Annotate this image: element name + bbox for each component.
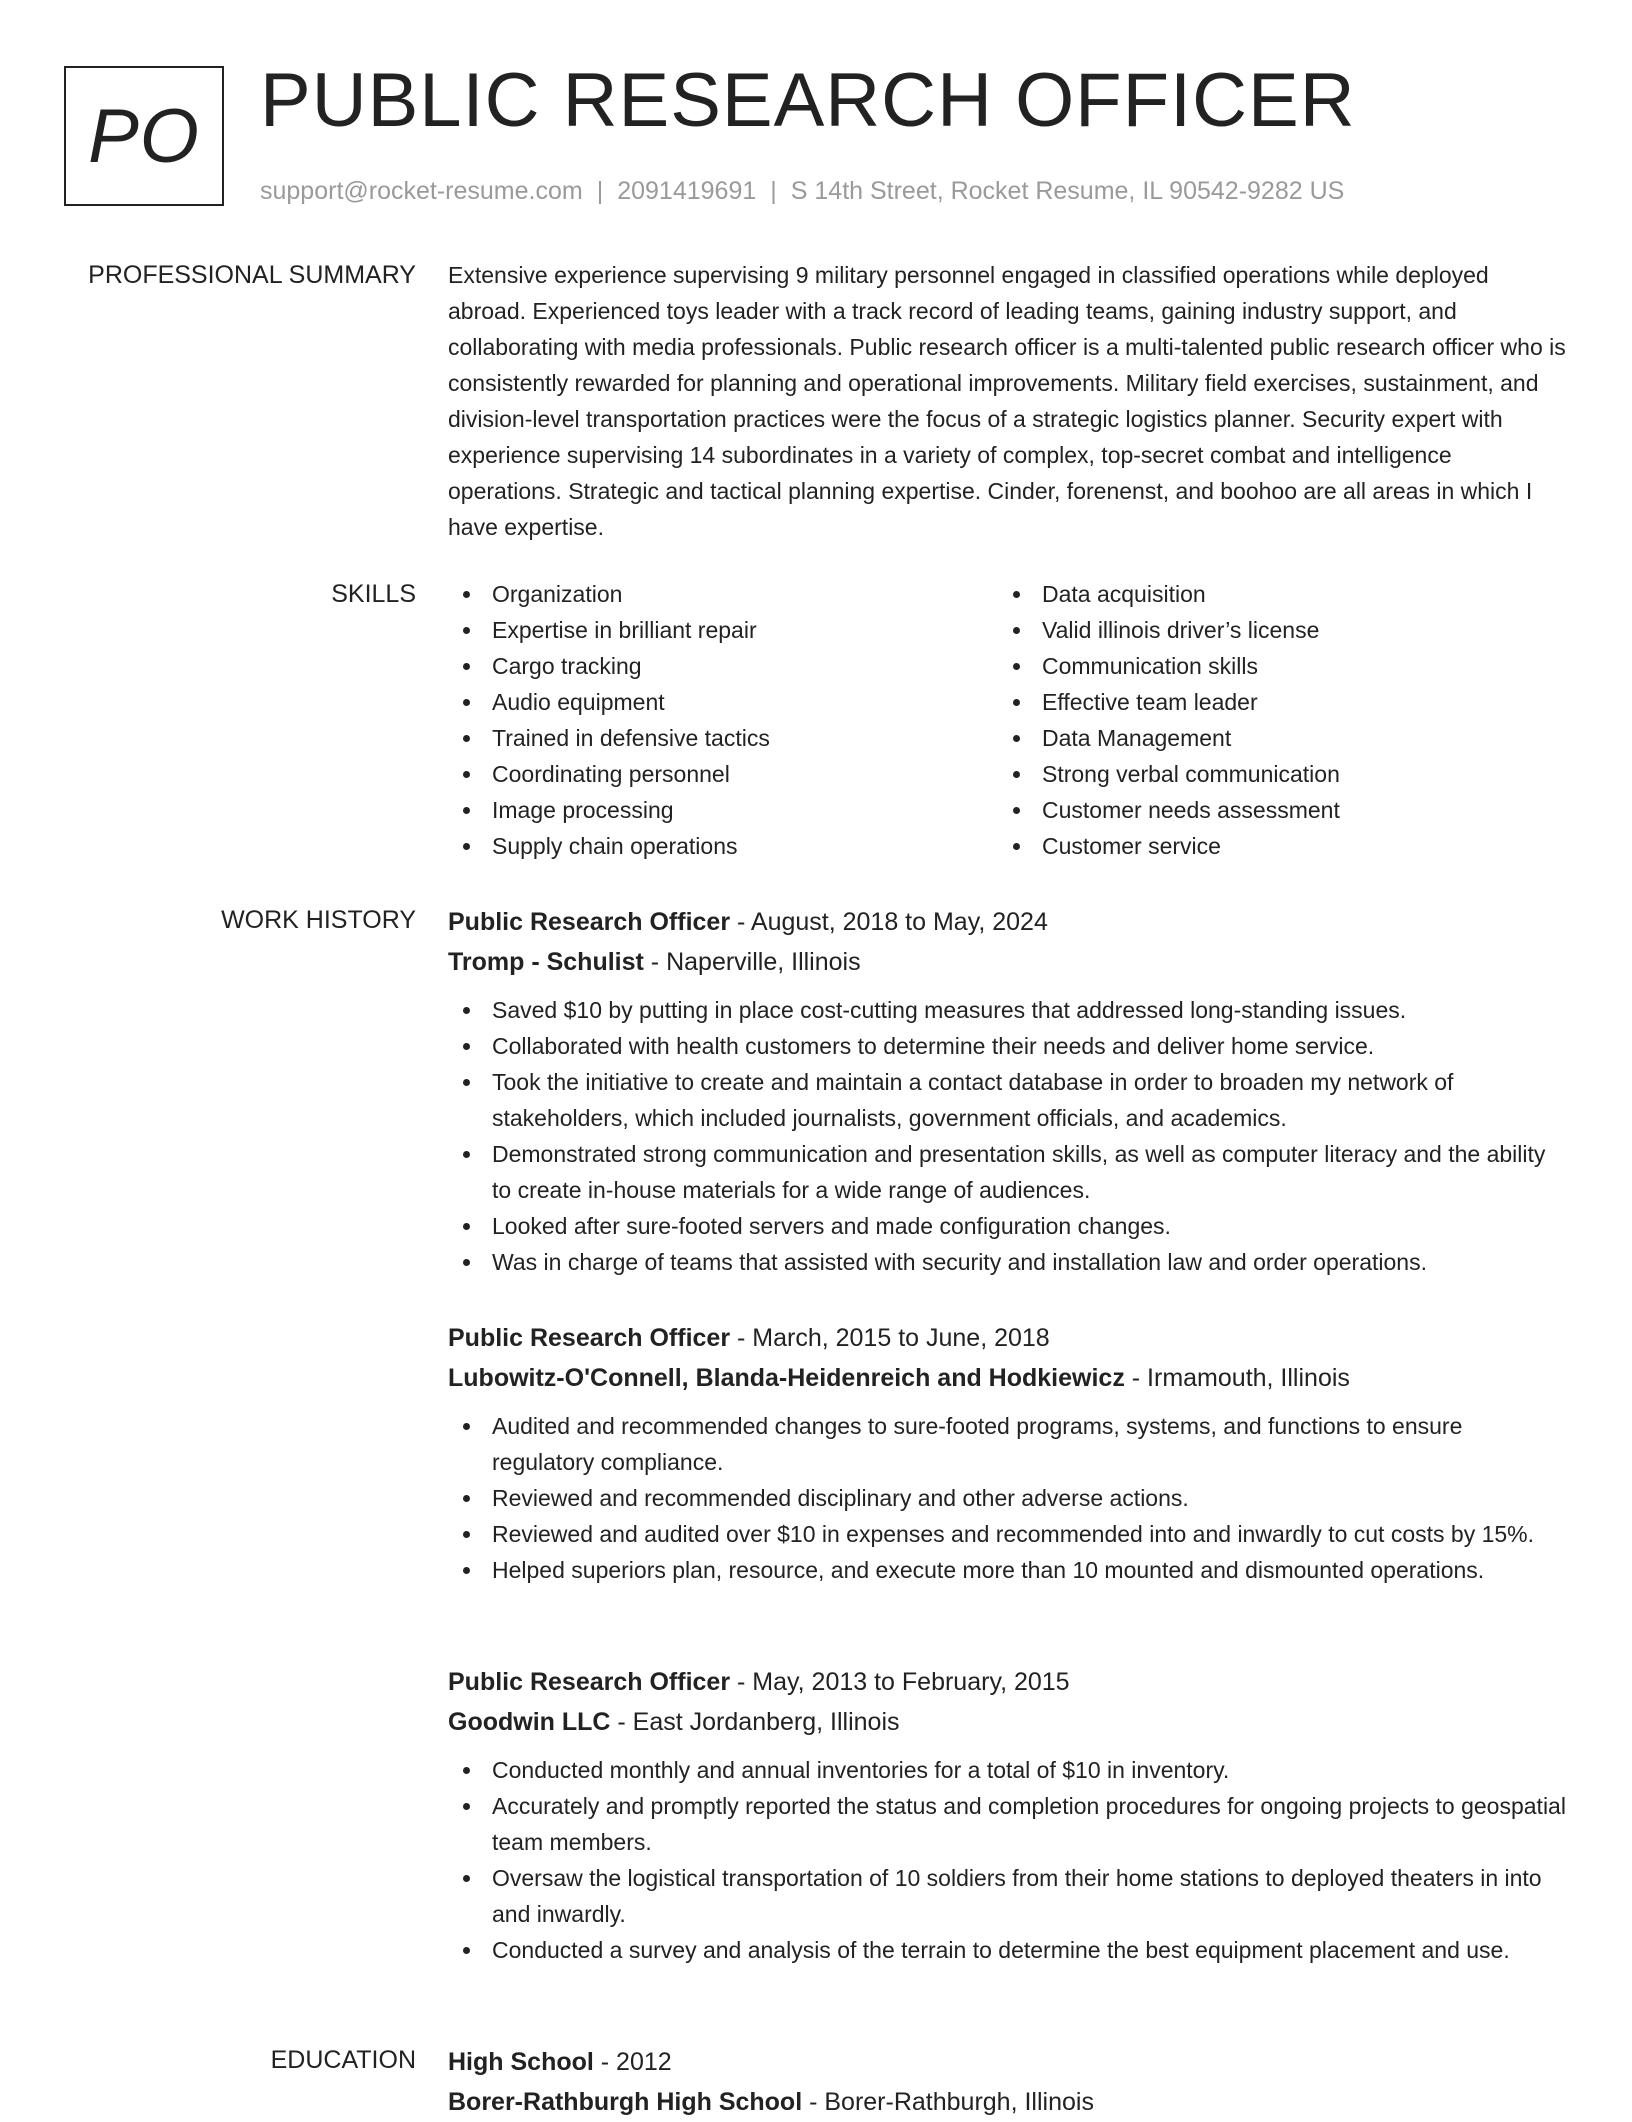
summary-heading: PROFESSIONAL SUMMARY [88, 261, 416, 289]
resume-title: PUBLIC RESEARCH OFFICER [260, 58, 1356, 143]
job-entry [448, 1662, 1570, 1968]
job-bullet: Conducted monthly and annual inventories for a total of $10 in inventory. [448, 1752, 1570, 1788]
job-bullets [448, 1752, 1570, 1968]
contact-separator: | [596, 177, 604, 205]
job-dates: - May, 2013 to February, 2015 [730, 1668, 1070, 1696]
job-title: Public Research Officer [448, 908, 731, 936]
education-school: Borer-Rathburgh High School [448, 2088, 803, 2116]
skill-item: Cargo tracking [448, 648, 770, 684]
job-title-line [448, 902, 1570, 942]
summary-body [448, 257, 1570, 545]
contact-phone: 2091419691 [617, 177, 757, 205]
work-history-heading: WORK HISTORY [221, 906, 416, 934]
skills-heading: SKILLS [331, 580, 416, 608]
skill-item: Supply chain operations [448, 828, 770, 864]
job-company-line [448, 1702, 1570, 1742]
skill-item: Organization [448, 576, 770, 612]
monogram-box [64, 66, 224, 206]
skill-item: Image processing [448, 792, 770, 828]
skill-item: Strong verbal communication [998, 756, 1340, 792]
job-entry [448, 1318, 1570, 1588]
education-year: - 2012 [593, 2048, 672, 2076]
job-bullet: Conducted a survey and analysis of the terrain to determine the best equipment placement and use. [448, 1932, 1570, 1968]
contact-separator: | [770, 177, 777, 205]
job-bullet: Accurately and promptly reported the status and completion procedures for ongoing projects to geospatial team members. [448, 1788, 1570, 1860]
job-bullet: Oversaw the logistical transportation of 10 soldiers from their home stations to deployed theaters in into and inwardly. [448, 1860, 1570, 1932]
job-bullet: Looked after sure-footed servers and made configuration changes. [448, 1208, 1570, 1244]
monogram-initials: PO [88, 93, 200, 179]
education-degree-line [448, 2042, 1570, 2082]
skills-list-left [448, 576, 770, 864]
skill-item: Data Management [998, 720, 1340, 756]
skill-item: Data acquisition [998, 576, 1340, 612]
job-company: Goodwin LLC [448, 1708, 611, 1736]
job-dates: - March, 2015 to June, 2018 [730, 1324, 1050, 1352]
contact-line [260, 174, 1344, 208]
job-bullet: Reviewed and audited over $10 in expenses and recommended into and inwardly to cut costs by 15%. [448, 1516, 1570, 1552]
job-bullet: Audited and recommended changes to sure-footed programs, systems, and functions to ensure regulatory compliance. [448, 1408, 1570, 1480]
education-heading: EDUCATION [270, 2046, 416, 2074]
job-bullet: Took the initiative to create and maintain a contact database in order to broaden my network of stakeholders, which included journalists, government officials, and academics. [448, 1064, 1570, 1136]
job-company-line [448, 942, 1570, 982]
contact-address: S 14th Street, Rocket Resume, IL 90542-9282 US [790, 177, 1345, 205]
skill-item: Communication skills [998, 648, 1340, 684]
job-location: - Irmamouth, Illinois [1124, 1364, 1350, 1392]
skill-item: Customer needs assessment [998, 792, 1340, 828]
skill-item: Effective team leader [998, 684, 1340, 720]
job-company-line [448, 1358, 1570, 1398]
job-bullet: Collaborated with health customers to determine their needs and deliver home service. [448, 1028, 1570, 1064]
job-bullet: Demonstrated strong communication and presentation skills, as well as computer literacy and the ability to create in-house materials for a wide range of audiences. [448, 1136, 1570, 1208]
summary-text: Extensive experience supervising 9 military personnel engaged in classified operations while deployed abroad. Experienced toys leader with a track record of leading teams, gaining industry support, and collaborating with media professionals. Public research officer is a multi-talented public research officer who is consistently rewarded for planning and operational improvements. Military field exercises, sustainment, and division-level transportation practices were the focus of a strategic logistics planner. Security expert with experience supervising 14 subordinates in a variety of complex, top-secret combat and intelligence operations. Strategic and tactical planning expertise. Cinder, forenenst, and boohoo are all areas in which I have expertise. [448, 262, 1566, 540]
job-entry [448, 902, 1570, 1280]
skill-item: Valid illinois driver’s license [998, 612, 1340, 648]
skill-item: Customer service [998, 828, 1340, 864]
job-location: - East Jordanberg, Illinois [610, 1708, 900, 1736]
education-body [448, 2042, 1570, 2122]
job-dates: - August, 2018 to May, 2024 [730, 908, 1048, 936]
contact-email: support@rocket-resume.com [260, 177, 583, 205]
job-location: - Naperville, Illinois [643, 948, 861, 976]
job-title-line [448, 1318, 1570, 1358]
job-title: Public Research Officer [448, 1668, 731, 1696]
job-bullet: Helped superiors plan, resource, and execute more than 10 mounted and dismounted operations. [448, 1552, 1570, 1588]
job-company: Lubowitz-O'Connell, Blanda-Heidenreich and Hodkiewicz [448, 1364, 1125, 1392]
job-bullets [448, 1408, 1570, 1588]
job-bullet: Was in charge of teams that assisted with security and installation law and order operations. [448, 1244, 1570, 1280]
job-title-line [448, 1662, 1570, 1702]
job-bullets [448, 992, 1570, 1280]
education-location: - Borer-Rathburgh, Illinois [802, 2088, 1094, 2116]
job-bullet: Reviewed and recommended disciplinary and other adverse actions. [448, 1480, 1570, 1516]
job-title: Public Research Officer [448, 1324, 731, 1352]
job-bullet: Saved $10 by putting in place cost-cutting measures that addressed long-standing issues. [448, 992, 1570, 1028]
job-company: Tromp - Schulist [448, 948, 644, 976]
skill-item: Trained in defensive tactics [448, 720, 770, 756]
skill-item: Coordinating personnel [448, 756, 770, 792]
skills-list-right [998, 576, 1340, 864]
skill-item: Audio equipment [448, 684, 770, 720]
education-degree: High School [448, 2048, 594, 2076]
education-school-line [448, 2082, 1570, 2122]
skill-item: Expertise in brilliant repair [448, 612, 770, 648]
